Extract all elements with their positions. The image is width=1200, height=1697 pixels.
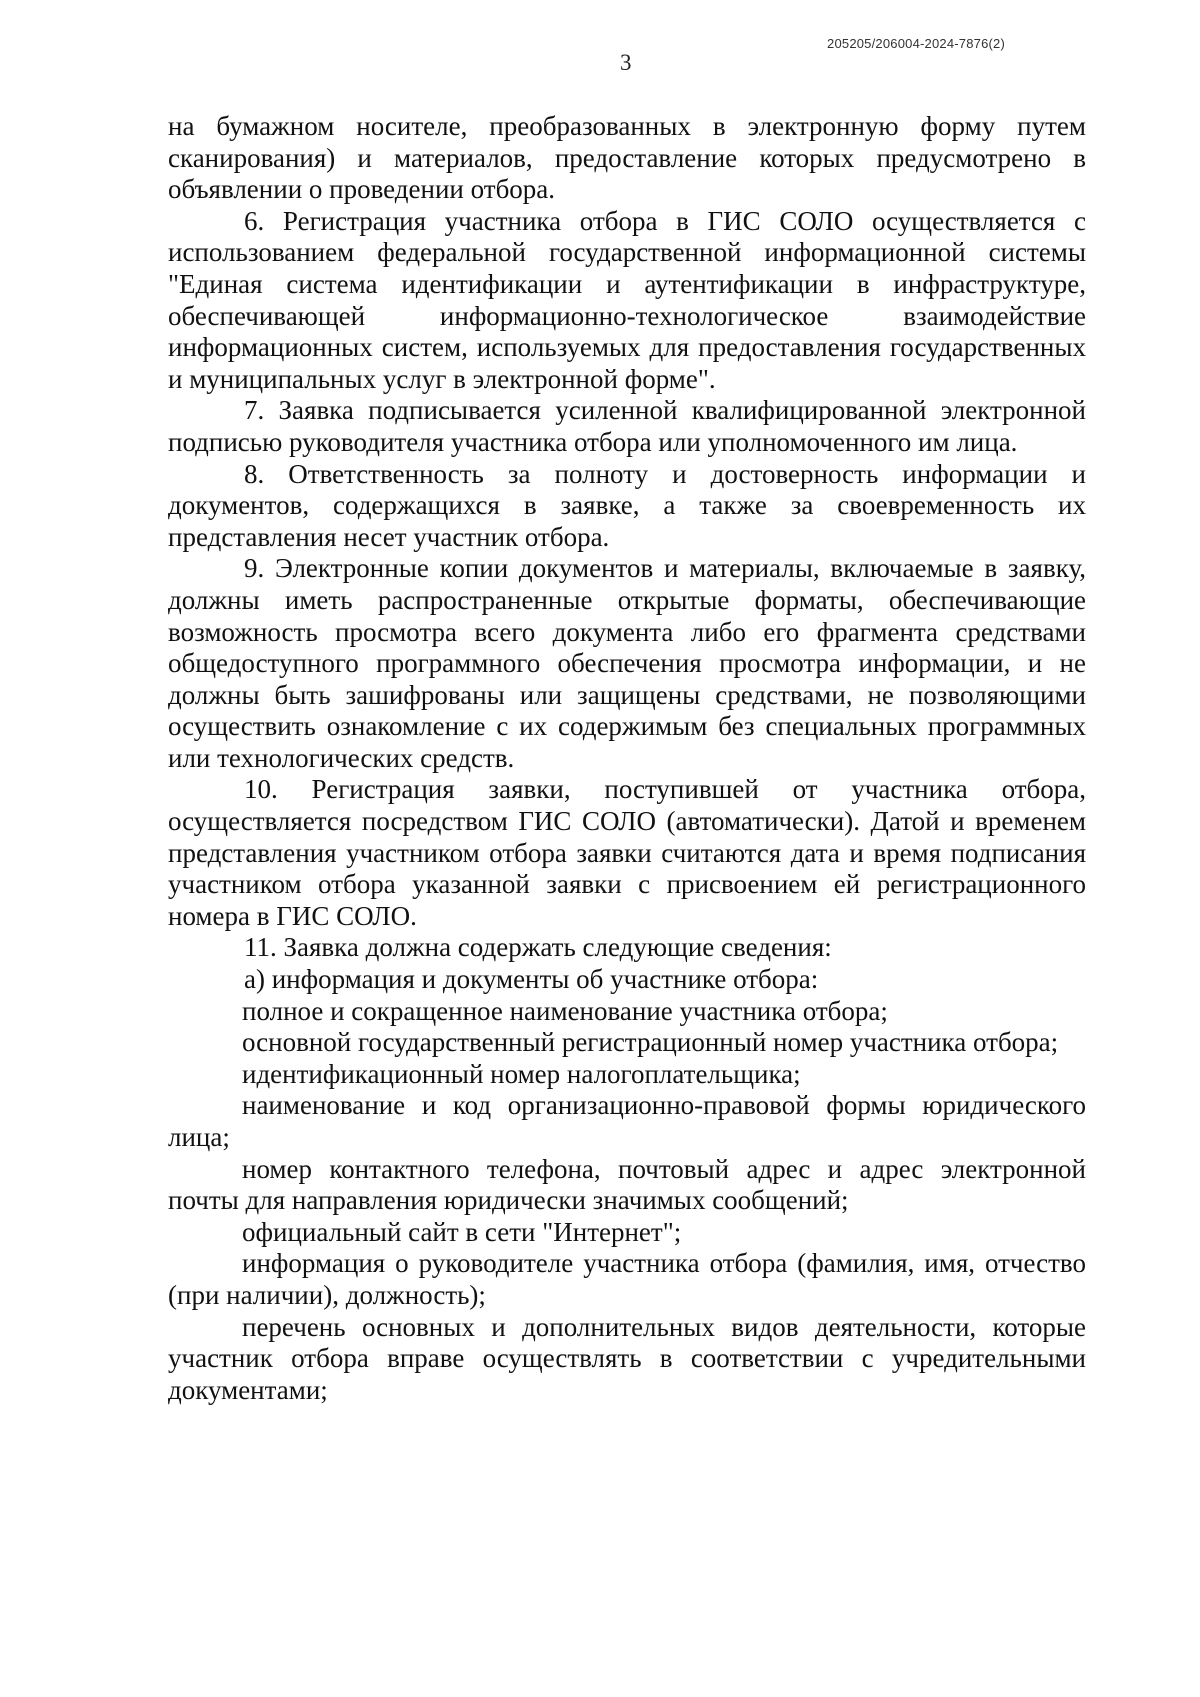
subparagraph-a: а) информация и документы об участнике отбора:	[244, 964, 819, 995]
paragraph-9: 9. Электронные копии документов и материалы, включаемые в заявку, должны иметь распространенные открытые форматы, обеспечивающие возможность просмотра всего документа либо его фрагмента средствами общедоступного программного обеспечения просмотра информации, и не должны быть зашифрованы или защищены средствами, не позволяющими осуществить ознакомление с их содержимым без специальных программных или технологических средств.	[168, 553, 1086, 773]
list-item: полное и сокращенное наименование участника отбора;	[242, 995, 888, 1026]
paragraph-continuation: на бумажном носителе, преобразованных в электронную форму путем сканирования) и материалов, предоставление которых предусмотрено в объявлении о проведении отбора.	[168, 111, 1086, 205]
participant-info-list	[168, 996, 1086, 1407]
list-item: идентификационный номер налогоплательщика;	[242, 1058, 801, 1089]
list-item: информация о руководителе участника отбора (фамилия, имя, отчество (при наличии), должность);	[168, 1248, 1086, 1310]
list-item: официальный сайт в сети "Интернет";	[242, 1216, 682, 1247]
paragraph-6: 6. Регистрация участника отбора в ГИС СОЛО осуществляется с использованием федеральной государственной информационной системы "Единая система идентификации и аутентификации в инфраструктуре, обеспечивающей информационно-технологическое взаимодействие информационных систем, используемых для предоставления государственных и муниципальных услуг в электронной форме".	[168, 205, 1086, 394]
document-body	[168, 111, 1086, 1406]
list-item: номер контактного телефона, почтовый адрес и адрес электронной почты для направления юридически значимых сообщений;	[168, 1153, 1086, 1216]
paragraph-7: 7. Заявка подписывается усиленной квалифицированной электронной подписью руководителя участника отбора или уполномоченного им лица.	[168, 395, 1086, 457]
paragraph-8: 8. Ответственность за полноту и достоверность информации и документов, содержащихся в заявке, а также за своевременность их представления несет участник отбора.	[168, 458, 1086, 552]
list-item: наименование и код организационно-правовой формы юридического лица;	[168, 1090, 1086, 1152]
paragraph-10: 10. Регистрация заявки, поступившей от участника отбора, осуществляется посредством ГИС СОЛО (автоматически). Датой и временем представления участником отбора заявки считаются дата и время подписания участником отбора указанной заявки с присвоением ей регистрационного номера в ГИС СОЛО.	[168, 774, 1086, 931]
list-item: основной государственный регистрационный номер участника отбора;	[242, 1027, 1059, 1058]
document-id: 205205/206004-2024-7876(2)	[827, 36, 1005, 51]
paragraph-11: 11. Заявка должна содержать следующие сведения:	[244, 932, 832, 963]
page-number: 3	[620, 50, 632, 75]
list-item: перечень основных и дополнительных видов деятельности, которые участник отбора вправе осуществлять в соответствии с учредительными документами;	[168, 1311, 1086, 1405]
